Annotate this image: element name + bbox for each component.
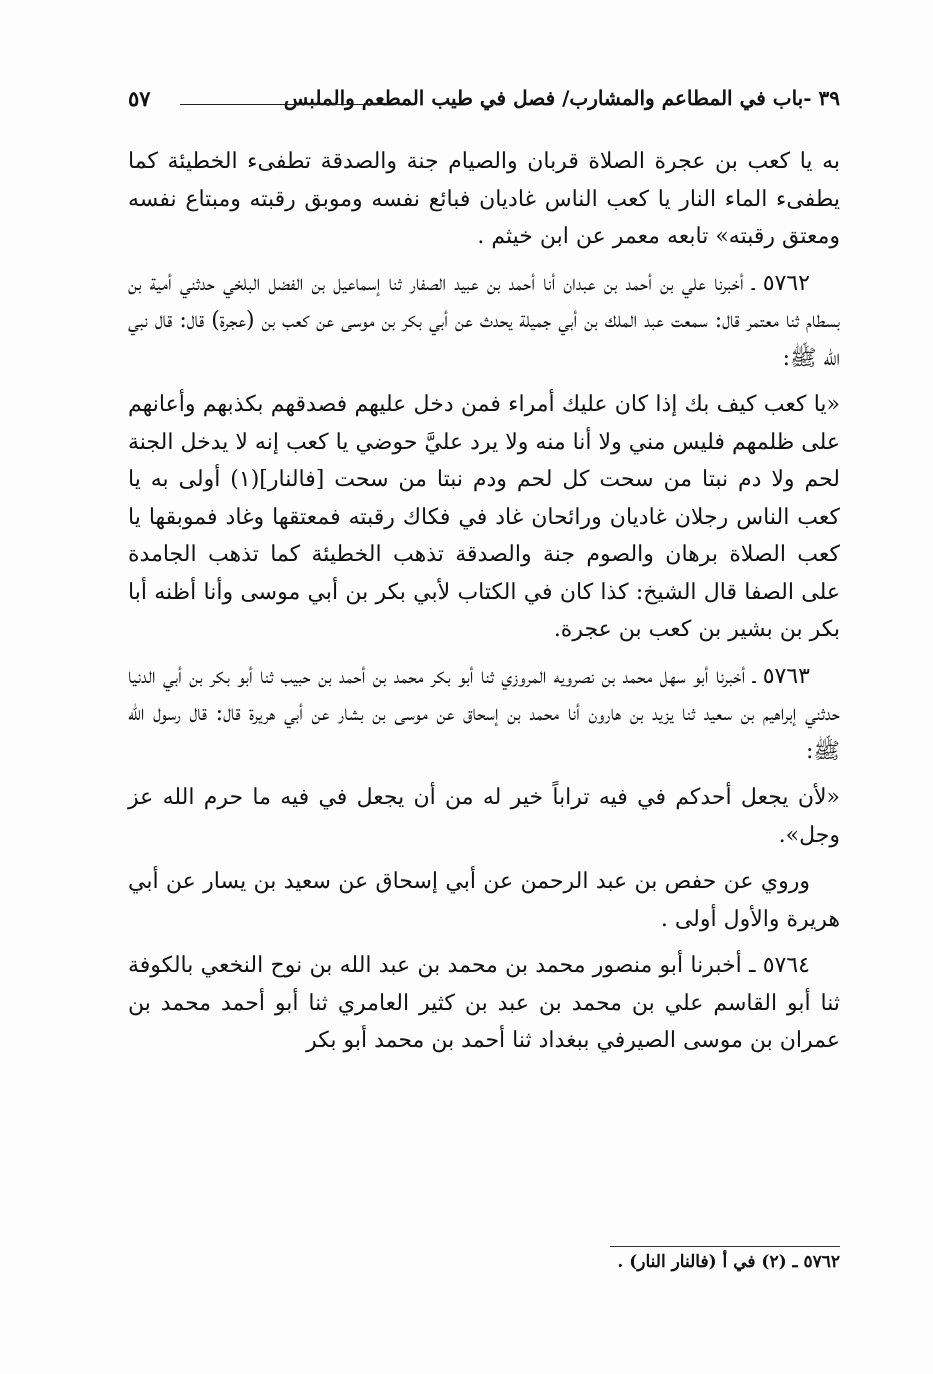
main-text — [128, 143, 840, 1069]
footnote-divider — [610, 1246, 840, 1247]
page-number: ٥٧ — [128, 86, 151, 111]
hadith-text: «لأن يجعل أحدكم في فيه تراباً خير له من أن يجعل في فيه ما حرم الله عز وجل». — [128, 785, 840, 848]
paragraph: وروي عن حفص بن عبد الرحمن عن أبي إسحاق عن سعيد بن يسار عن أبي هريرة والأول أولى . — [128, 869, 840, 932]
chapter-title: ٣٩ -باب في المطاعم والمشارب/ فصل في طيب المطعم والملبس — [283, 86, 840, 110]
footnote: ٥٧٦٢ ـ (٢) في أ (فالنار النار) . — [617, 1252, 840, 1272]
hadith-5763: ٥٧٦٣ ـ أخبرنا أبو سهل محمد بن نصرويه المروزي ثنا أبو بكر محمد بن أحمد بن حبيب ثنا أبو بكر بن أبي الدنيا حدثني إبراهيم بن سعيد ثنا يزيد بن هارون أنا محمد بن إسحاق عن موسى بن بشار عن أبي هريرة قال: قال رسول الله ﷺ: — [128, 663, 840, 764]
header-divider — [180, 104, 382, 105]
running-header — [128, 86, 840, 120]
hadith-5762: ٥٧٦٢ ـ أخبرنا علي بن أحمد بن عبدان أنا أحمد بن عبيد الصفار ثنا إسماعيل بن الفضل البلخي حدثني أمية بن بسطام ثنا معتمر قال: سمعت عبد الملك بن أبي جميلة يحدث عن أبي بكر بن موسى عن كعب بن (عجرة) قال: قال نبي الله ﷺ: — [128, 270, 840, 371]
paragraph: به يا كعب بن عجرة الصلاة قربان والصيام جنة والصدقة تطفىء الخطيئة كما يطفىء الماء النار يا كعب الناس غاديان فبائع نفسه وموبق رقبته ومبتاع نفسه ومعتق رقبته» تابعه معمر عن ابن خيثم . — [128, 149, 840, 249]
hadith-5764: ٥٧٦٤ ـ أخبرنا أبو منصور محمد بن محمد بن عبد الله بن نوح النخعي بالكوفة ثنا أبو القاسم علي بن محمد بن عبد بن كثير العامري ثنا أبو أحمد محمد بن عمران بن موسى الصيرفي ببغداد ثنا أحمد بن محمد أبو بكر — [128, 953, 840, 1053]
hadith-text: «يا كعب كيف بك إذا كان عليك أمراء فمن دخل عليهم فصدقهم بكذبهم وأعانهم على ظلمهم فليس مني ولا أنا منه ولا يرد عليَّ حوضي يا كعب إنه لا يدخل الجنة لحم ولا دم نبتا من سحت كل لحم ودم نبتا من سحت [فالنار](١) أولى به يا كعب الناس رجلان غاديان ورائحان غاد في فكاك رقبته فمعتقها وغاد فموبقها يا كعب الصلاة برهان والصوم جنة والصدقة تذهب الخطيئة كما تذهب الجامدة على الصفا قال الشيخ: كذا كان في الكتاب لأبي بكر بن أبي موسى وأنا أظنه أبا بكر بن بشير بن كعب بن عجرة. — [128, 392, 840, 642]
